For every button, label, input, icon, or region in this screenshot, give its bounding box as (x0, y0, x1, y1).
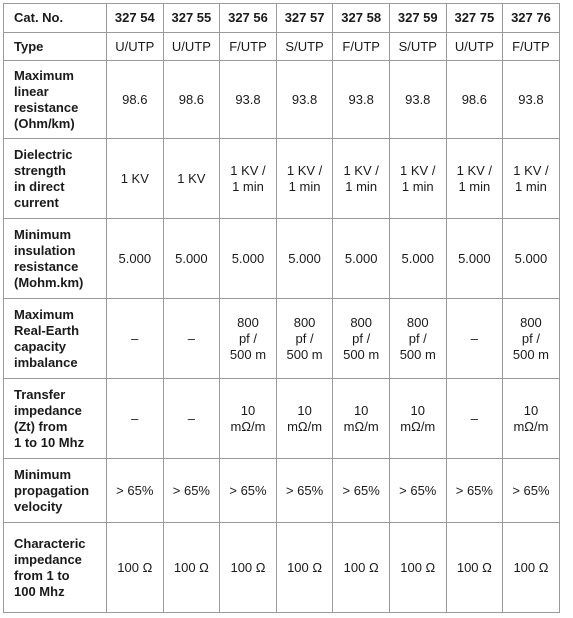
cell-value-line: – (470, 410, 478, 426)
cell-value-line: F/UTP (512, 38, 550, 54)
cell-value-line: > 65% (229, 482, 267, 498)
cell-value-line: 1 KV / (400, 162, 436, 178)
row-label-line: velocity (14, 498, 63, 514)
cell-value-line: pf / (521, 330, 540, 346)
table-cell (333, 523, 390, 613)
table-cell (107, 523, 164, 613)
row-label (4, 139, 107, 219)
cell-value-line: > 65% (399, 482, 437, 498)
cell-value-line: pf / (352, 330, 371, 346)
table-row (4, 523, 560, 613)
row-label-line: impedance (14, 402, 82, 418)
cell-value-line: 5.000 (344, 250, 378, 266)
cell-value-line: 5.000 (118, 250, 152, 266)
table-cell (163, 61, 220, 139)
cell-value-line: mΩ/m (287, 418, 323, 434)
table-cell (389, 379, 446, 459)
cell-value-line: U/UTP (171, 38, 211, 54)
table-cell (389, 33, 446, 61)
column-header-cat-no: 327 75 (446, 4, 503, 33)
row-label-line: Transfer (14, 386, 66, 402)
cell-value-line: 100 Ω (117, 559, 153, 575)
row-label-line: propagation (14, 482, 90, 498)
table-cell (276, 33, 333, 61)
table-cell (446, 219, 503, 299)
table-cell (220, 139, 277, 219)
cell-value-line: 500 m (343, 346, 380, 362)
table-cell (333, 379, 390, 459)
table-row (4, 61, 560, 139)
cell-value-line: 1 min (345, 178, 378, 194)
cell-value-line: mΩ/m (230, 418, 266, 434)
column-header-cat-no: 327 54 (107, 4, 164, 33)
cell-value-line: mΩ/m (400, 418, 436, 434)
cell-value-line: > 65% (172, 482, 210, 498)
table-cell (503, 299, 560, 379)
table-cell (163, 379, 220, 459)
row-label-line: from 1 to (14, 567, 70, 583)
cell-value-line: 500 m (229, 346, 267, 362)
table-cell (276, 61, 333, 139)
cell-value-line: 100 Ω (287, 559, 323, 575)
row-label-line: 100 Mhz (14, 583, 65, 599)
cell-value-line: F/UTP (342, 38, 380, 54)
table-cell (446, 61, 503, 139)
table-row (4, 379, 560, 459)
cell-value-line: 10 (410, 402, 425, 418)
cell-value-line: 1 min (401, 178, 434, 194)
table-cell (446, 139, 503, 219)
row-label-line: imbalance (14, 354, 78, 370)
cell-value-line: 93.8 (291, 91, 318, 107)
table-cell (503, 523, 560, 613)
cell-value-line: > 65% (512, 482, 550, 498)
table-cell (163, 33, 220, 61)
cable-spec-table (3, 3, 560, 613)
cell-value-line: 800 (350, 314, 373, 330)
cell-value-line: 1 KV / (230, 162, 266, 178)
table-cell (107, 61, 164, 139)
cell-value-line: 100 Ω (513, 559, 549, 575)
column-header-cat-no: 327 58 (333, 4, 390, 33)
column-header-cat-no: 327 56 (220, 4, 277, 33)
table-cell (389, 219, 446, 299)
cell-value-line: 100 Ω (173, 559, 209, 575)
cell-value-line: > 65% (342, 482, 380, 498)
cell-value-line: 800 (520, 314, 542, 330)
cell-value-line: 1 KV / (513, 162, 549, 178)
table-cell (389, 61, 446, 139)
cell-value-line: 93.8 (405, 91, 431, 107)
table-cell (333, 459, 390, 523)
row-label-line: Minimum (14, 226, 72, 242)
cell-value-line: 800 (237, 314, 259, 330)
row-label (4, 379, 107, 459)
row-label-line: linear (14, 83, 49, 99)
row-label (4, 219, 107, 299)
row-label (4, 299, 107, 379)
cell-value-line: 1 min (288, 178, 321, 194)
table-cell (503, 61, 560, 139)
cell-value-line: 1 KV / (456, 162, 493, 178)
column-header-cat-no: 327 55 (163, 4, 220, 33)
row-label-line: 1 to 10 Mhz (14, 434, 85, 450)
cell-value-line: 100 Ω (400, 559, 436, 575)
table-cell (333, 33, 390, 61)
table-cell (107, 219, 164, 299)
cell-value-line: – (187, 330, 195, 346)
cell-value-line: pf / (408, 330, 427, 346)
table-cell (333, 219, 390, 299)
table-cell (503, 33, 560, 61)
table-cell (503, 379, 560, 459)
cell-value-line: 5.000 (231, 250, 265, 266)
row-label-line: resistance (14, 99, 79, 115)
cell-value-line: 1 KV / (286, 162, 323, 178)
table-cell (446, 299, 503, 379)
cat-no-header: Cat. No. (4, 4, 107, 33)
column-header-cat-no: 327 76 (503, 4, 560, 33)
cell-value-line: 93.8 (348, 91, 374, 107)
table-cell (446, 379, 503, 459)
table-cell (389, 139, 446, 219)
cell-value-line: 98.6 (122, 91, 148, 107)
table-cell (446, 33, 503, 61)
table-cell (107, 139, 164, 219)
cell-value-line: > 65% (116, 482, 154, 498)
row-label-line: (Mohm.km) (14, 274, 84, 290)
cell-value-line: 98.6 (461, 91, 488, 107)
table-cell (163, 299, 220, 379)
cell-value-line: – (131, 410, 139, 426)
row-label-line: resistance (14, 258, 79, 274)
cell-value-line: 5.000 (514, 250, 548, 266)
table-cell (503, 459, 560, 523)
table-cell (276, 219, 333, 299)
table-row (4, 219, 560, 299)
row-label-line: (Ohm/km) (14, 115, 75, 131)
row-label-line: strength (14, 162, 66, 178)
table-cell (107, 379, 164, 459)
cell-value-line: 93.8 (235, 91, 261, 107)
cell-value-line: 500 m (399, 346, 436, 362)
table-cell (276, 523, 333, 613)
cell-value-line: 5.000 (288, 250, 321, 266)
cell-value-line: F/UTP (229, 38, 267, 54)
cell-value-line: 1 min (515, 178, 547, 194)
row-label-line: insulation (14, 242, 76, 258)
table-cell (333, 299, 390, 379)
cell-value-line: > 65% (455, 482, 493, 498)
table-cell (220, 299, 277, 379)
cell-value-line: 10 (297, 402, 312, 418)
cell-value-line: pf / (295, 330, 314, 346)
row-label-line: current (14, 194, 59, 210)
header-row (4, 4, 560, 33)
table-cell (220, 523, 277, 613)
table-row (4, 139, 560, 219)
table-cell (503, 139, 560, 219)
table-cell (220, 379, 277, 459)
column-header-cat-no: 327 57 (276, 4, 333, 33)
cell-value-line: 800 (406, 314, 429, 330)
cell-value-line: 10 (523, 402, 539, 418)
cell-value-line: 5.000 (401, 250, 435, 266)
table-cell (220, 61, 277, 139)
row-label-line: (Zt) from (14, 418, 68, 434)
row-label-line: in direct (14, 178, 65, 194)
table-cell (107, 299, 164, 379)
table-cell (163, 459, 220, 523)
cell-value-line: pf / (238, 330, 258, 346)
table-cell (446, 459, 503, 523)
row-label-line: Characteric (14, 535, 86, 551)
table-cell (503, 219, 560, 299)
table-cell (276, 139, 333, 219)
table-cell (389, 299, 446, 379)
cell-value-line: 98.6 (178, 91, 205, 107)
cell-value-line: 93.8 (518, 91, 544, 107)
table-cell (163, 523, 220, 613)
cell-value-line: mΩ/m (513, 418, 549, 434)
cell-value-line: – (470, 330, 478, 346)
cell-value-line: – (187, 410, 195, 426)
table-cell (107, 33, 164, 61)
cell-value-line: U/UTP (115, 38, 155, 54)
table-body (4, 33, 560, 613)
table-cell (220, 33, 277, 61)
row-label-line: Real-Earth (14, 322, 80, 338)
row-label-line: Minimum (14, 466, 72, 482)
row-label-line: Maximum (14, 306, 74, 322)
table-cell (333, 61, 390, 139)
cell-value-line: 1 KV / (343, 162, 379, 178)
cell-value-line: 1 KV (177, 170, 206, 186)
table-cell (276, 459, 333, 523)
row-label (4, 33, 107, 61)
row-label-line: capacity (14, 338, 67, 354)
table-cell (163, 139, 220, 219)
cell-value-line: 500 m (512, 346, 550, 362)
table-cell (333, 139, 390, 219)
table-cell (220, 459, 277, 523)
cell-value-line: mΩ/m (343, 418, 379, 434)
table-cell (446, 523, 503, 613)
cell-value-line: > 65% (285, 482, 324, 498)
cell-value-line: S/UTP (285, 38, 324, 54)
row-label-line: Dielectric (14, 146, 73, 162)
table-row (4, 33, 560, 61)
cell-value-line: 5.000 (458, 250, 491, 266)
cell-value-line: S/UTP (398, 38, 437, 54)
table-cell (220, 219, 277, 299)
cell-value-line: 100 Ω (343, 559, 379, 575)
row-label-line: impedance (14, 551, 82, 567)
table-cell (276, 379, 333, 459)
row-label-line: Type (14, 38, 44, 54)
cell-value-line: 800 (293, 314, 316, 330)
cell-value-line: U/UTP (454, 38, 494, 54)
row-label (4, 459, 107, 523)
table-row (4, 299, 560, 379)
cell-value-line: – (131, 330, 139, 346)
table-cell (389, 523, 446, 613)
row-label (4, 61, 107, 139)
cell-value-line: 10 (353, 402, 369, 418)
cell-value-line: 10 (240, 402, 256, 418)
cell-value-line: 1 min (232, 178, 264, 194)
table-cell (276, 299, 333, 379)
table-row (4, 459, 560, 523)
cell-value-line: 1 min (458, 178, 491, 194)
cell-value-line: 100 Ω (456, 559, 492, 575)
row-label (4, 523, 107, 613)
table-cell (107, 459, 164, 523)
cell-value-line: 100 Ω (230, 559, 266, 575)
column-header-cat-no: 327 59 (389, 4, 446, 33)
table-cell (163, 219, 220, 299)
cell-value-line: 5.000 (175, 250, 208, 266)
table-cell (389, 459, 446, 523)
cell-value-line: 1 KV (120, 170, 149, 186)
cell-value-line: 500 m (286, 346, 323, 362)
row-label-line: Maximum (14, 67, 74, 83)
